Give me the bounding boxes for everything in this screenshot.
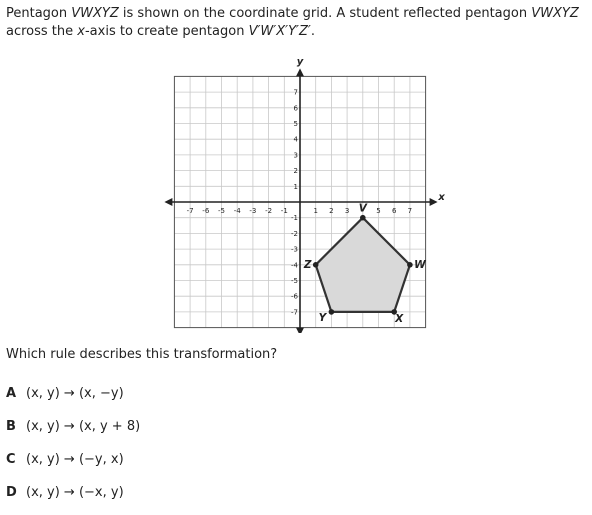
vertex-label-x: X xyxy=(395,312,404,325)
choice-letter: A xyxy=(6,386,17,401)
vertex-label-v: V xyxy=(358,202,367,215)
choice-b[interactable] xyxy=(6,419,140,434)
x-tick-label: -5 xyxy=(218,207,225,215)
y-tick-label: -2 xyxy=(291,229,298,238)
y-tick-label: 5 xyxy=(293,120,298,128)
x-axis-arrow-right xyxy=(430,198,438,206)
y-tick-label: -3 xyxy=(291,245,298,254)
y-axis-arrow-up xyxy=(296,68,304,76)
x-tick-label: 1 xyxy=(313,207,318,215)
choice-c[interactable] xyxy=(6,452,124,467)
y-tick-label: 4 xyxy=(293,135,298,144)
x-tick-label: -1 xyxy=(280,207,288,215)
vertex-point-w xyxy=(407,262,413,268)
vertex-point-z xyxy=(313,262,319,268)
x-tick-label: -3 xyxy=(249,207,257,215)
question-text-part: is shown on the coordinate grid. A student reflected pentagon xyxy=(118,6,532,21)
x-tick-label: 7 xyxy=(407,207,413,215)
x-tick-label: -4 xyxy=(233,207,241,215)
choice-d[interactable] xyxy=(6,485,124,500)
y-tick-label: -1 xyxy=(291,214,298,223)
vertex-label-y: Y xyxy=(318,311,327,324)
axis-name: x xyxy=(77,24,85,39)
y-tick-label: -7 xyxy=(291,308,298,317)
x-axis-label: x xyxy=(438,192,445,203)
y-axis-arrow-down xyxy=(296,328,304,333)
y-tick-label: -4 xyxy=(291,261,298,270)
y-axis-label: y xyxy=(296,58,304,68)
y-tick-label: -6 xyxy=(291,292,298,301)
choice-rule: (x, y) → (x, −y) xyxy=(26,386,124,401)
vertex-point-v xyxy=(360,215,366,221)
x-tick-label: -2 xyxy=(265,207,273,215)
question-text-part: across the xyxy=(6,24,78,39)
pentagon-vwxyz xyxy=(316,218,410,312)
choice-letter: B xyxy=(6,419,16,434)
vertex-label-z: Z xyxy=(303,258,312,271)
vertex-point-y xyxy=(329,309,335,315)
y-tick-label: 7 xyxy=(293,88,298,97)
x-tick-label: 5 xyxy=(376,207,381,215)
question-text xyxy=(6,5,586,41)
x-tick-label: -7 xyxy=(186,207,194,215)
x-axis-arrow-left xyxy=(164,198,172,206)
choice-rule: (x, y) → (x, y + 8) xyxy=(26,419,141,434)
question-line-1 xyxy=(6,5,586,23)
y-tick-label: 3 xyxy=(293,151,298,160)
x-tick-label: -6 xyxy=(202,207,210,215)
y-tick-label: 2 xyxy=(293,167,298,176)
choice-letter: C xyxy=(6,452,16,467)
y-tick-label: -5 xyxy=(291,277,298,285)
vertex-label-w: W xyxy=(414,258,426,271)
choice-letter: D xyxy=(6,485,17,500)
question-text-part: -axis to create pentagon xyxy=(84,24,249,39)
y-tick-label: 6 xyxy=(293,104,298,113)
x-tick-label: 6 xyxy=(391,207,397,215)
prompt-text: Which rule describes this transformation? xyxy=(6,347,278,362)
pentagon-name: VWXYZ xyxy=(71,6,119,21)
choice-rule: (x, y) → (−x, y) xyxy=(26,485,124,500)
x-tick-label: 2 xyxy=(329,207,334,215)
question-line-2 xyxy=(6,23,586,41)
question-text-part: . xyxy=(310,24,315,39)
image-pentagon-name: V′W′X′Y′Z′ xyxy=(248,24,311,39)
pentagon-name: VWXYZ xyxy=(531,6,579,21)
coordinate-grid xyxy=(160,58,445,333)
y-tick-label: 1 xyxy=(293,182,298,191)
choice-rule: (x, y) → (−y, x) xyxy=(26,452,124,467)
question-text-part: Pentagon xyxy=(6,6,72,21)
x-tick-label: 3 xyxy=(344,207,350,215)
choice-a[interactable] xyxy=(6,386,124,401)
